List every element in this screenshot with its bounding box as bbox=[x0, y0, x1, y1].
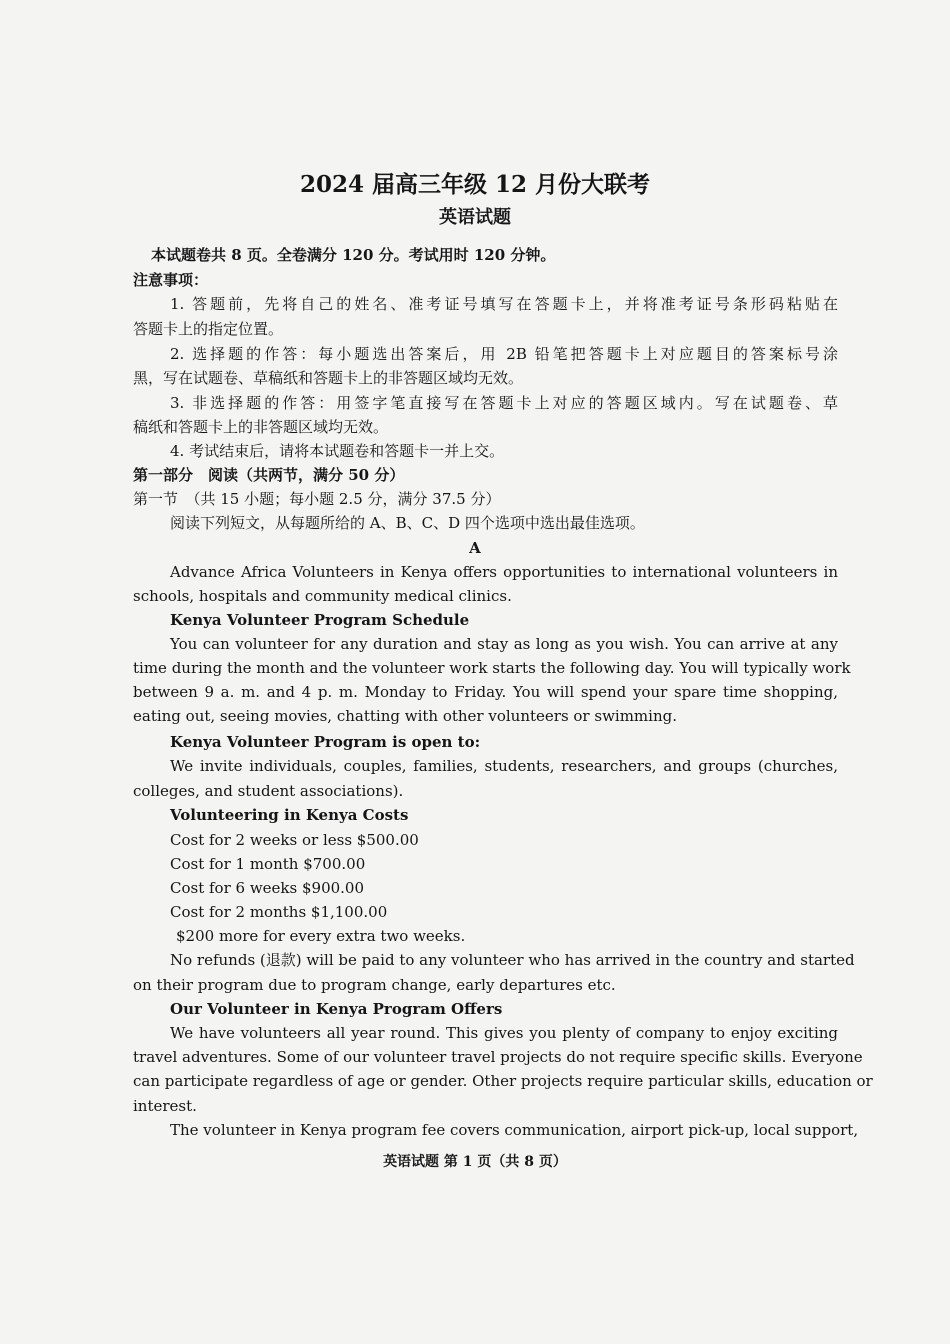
schedule-line-3: between 9 a. m. and 4 p. m. Monday to Friday. You will spend your spare time shopping, bbox=[133, 683, 838, 701]
page-footer: 英语试题 第 1 页（共 8 页） bbox=[383, 1154, 567, 1170]
fee-line-1: The volunteer in Kenya program fee covers communication, airport pick-up, local support, bbox=[170, 1121, 859, 1139]
exam-info: 本试题卷共 8 页。全卷满分 120 分。考试用时 120 分钟。 bbox=[151, 246, 556, 264]
intro-line-2: schools, hospitals and community medical clinics. bbox=[133, 587, 512, 605]
notice-item-1-line-1: 1. 答题前，先将自己的姓名、准考证号填写在答题卡上，并将准考证号条形码粘贴在 bbox=[170, 295, 838, 313]
open-line-1: We invite individuals, couples, families, students, researchers, and groups (churches, bbox=[170, 757, 838, 775]
cost-extra: $200 more for every extra two weeks. bbox=[176, 927, 466, 945]
offers-heading: Our Volunteer in Kenya Program Offers bbox=[170, 1000, 503, 1018]
notice-item-3-line-1: 3. 非选择题的作答：用签字笔直接写在答题卡上对应的答题区域内。写在试题卷、草 bbox=[170, 394, 838, 412]
notice-item-2-line-1: 2. 选择题的作答：每小题选出答案后，用 2B 铅笔把答题卡上对应题目的答案标号涂 bbox=[170, 345, 838, 363]
cost-row-6-weeks: Cost for 6 weeks $900.00 bbox=[170, 879, 365, 897]
passage-label: A bbox=[469, 539, 481, 557]
refund-line-1: No refunds (退款) will be paid to any volunteer who has arrived in the country and started bbox=[170, 951, 855, 969]
refund-line-2: on their program due to program change, early departures etc. bbox=[133, 976, 616, 994]
schedule-line-2: time during the month and the volunteer work starts the following day. You will typically work bbox=[133, 659, 851, 677]
schedule-line-1: You can volunteer for any duration and stay as long as you wish. You can arrive at any bbox=[170, 635, 838, 653]
schedule-line-4: eating out, seeing movies, chatting with other volunteers or swimming. bbox=[133, 707, 677, 725]
exam-subtitle: 英语试题 bbox=[439, 207, 511, 228]
open-heading: Kenya Volunteer Program is open to: bbox=[170, 733, 481, 751]
notice-heading: 注意事项： bbox=[133, 271, 209, 289]
cost-row-2-months: Cost for 2 months $1,100.00 bbox=[170, 903, 388, 921]
cost-row-2-weeks: Cost for 2 weeks or less $500.00 bbox=[170, 831, 419, 849]
open-line-2: colleges, and student associations). bbox=[133, 782, 404, 800]
reading-instruction: 阅读下列短文，从每题所给的 A、B、C、D 四个选项中选出最佳选项。 bbox=[170, 514, 645, 532]
offers-line-4: interest. bbox=[133, 1097, 197, 1115]
notice-item-2-line-2: 黑，写在试题卷、草稿纸和答题卡上的非答题区域均无效。 bbox=[133, 369, 524, 387]
schedule-heading: Kenya Volunteer Program Schedule bbox=[170, 611, 470, 629]
exam-title: 2024 届高三年级 12 月份大联考 bbox=[299, 171, 651, 198]
notice-item-1-line-2: 答题卡上的指定位置。 bbox=[133, 320, 284, 338]
offers-line-2: travel adventures. Some of our volunteer travel projects do not require specific skills. Everyone bbox=[133, 1048, 863, 1066]
section-1-heading: 第一节 （共 15 小题；每小题 2.5 分，满分 37.5 分） bbox=[133, 490, 501, 508]
intro-line-1: Advance Africa Volunteers in Kenya offers opportunities to international volunteers in bbox=[170, 563, 838, 581]
part-1-heading: 第一部分 阅读（共两节，满分 50 分） bbox=[133, 466, 405, 484]
offers-line-3: can participate regardless of age or gender. Other projects require particular skills, education or bbox=[133, 1072, 873, 1090]
costs-heading: Volunteering in Kenya Costs bbox=[170, 806, 409, 824]
offers-line-1: We have volunteers all year round. This gives you plenty of company to enjoy exciting bbox=[170, 1024, 838, 1042]
cost-row-1-month: Cost for 1 month $700.00 bbox=[170, 855, 366, 873]
notice-item-4: 4. 考试结束后，请将本试题卷和答题卡一并上交。 bbox=[170, 442, 505, 460]
notice-item-3-line-2: 稿纸和答题卡上的非答题区域均无效。 bbox=[133, 418, 389, 436]
